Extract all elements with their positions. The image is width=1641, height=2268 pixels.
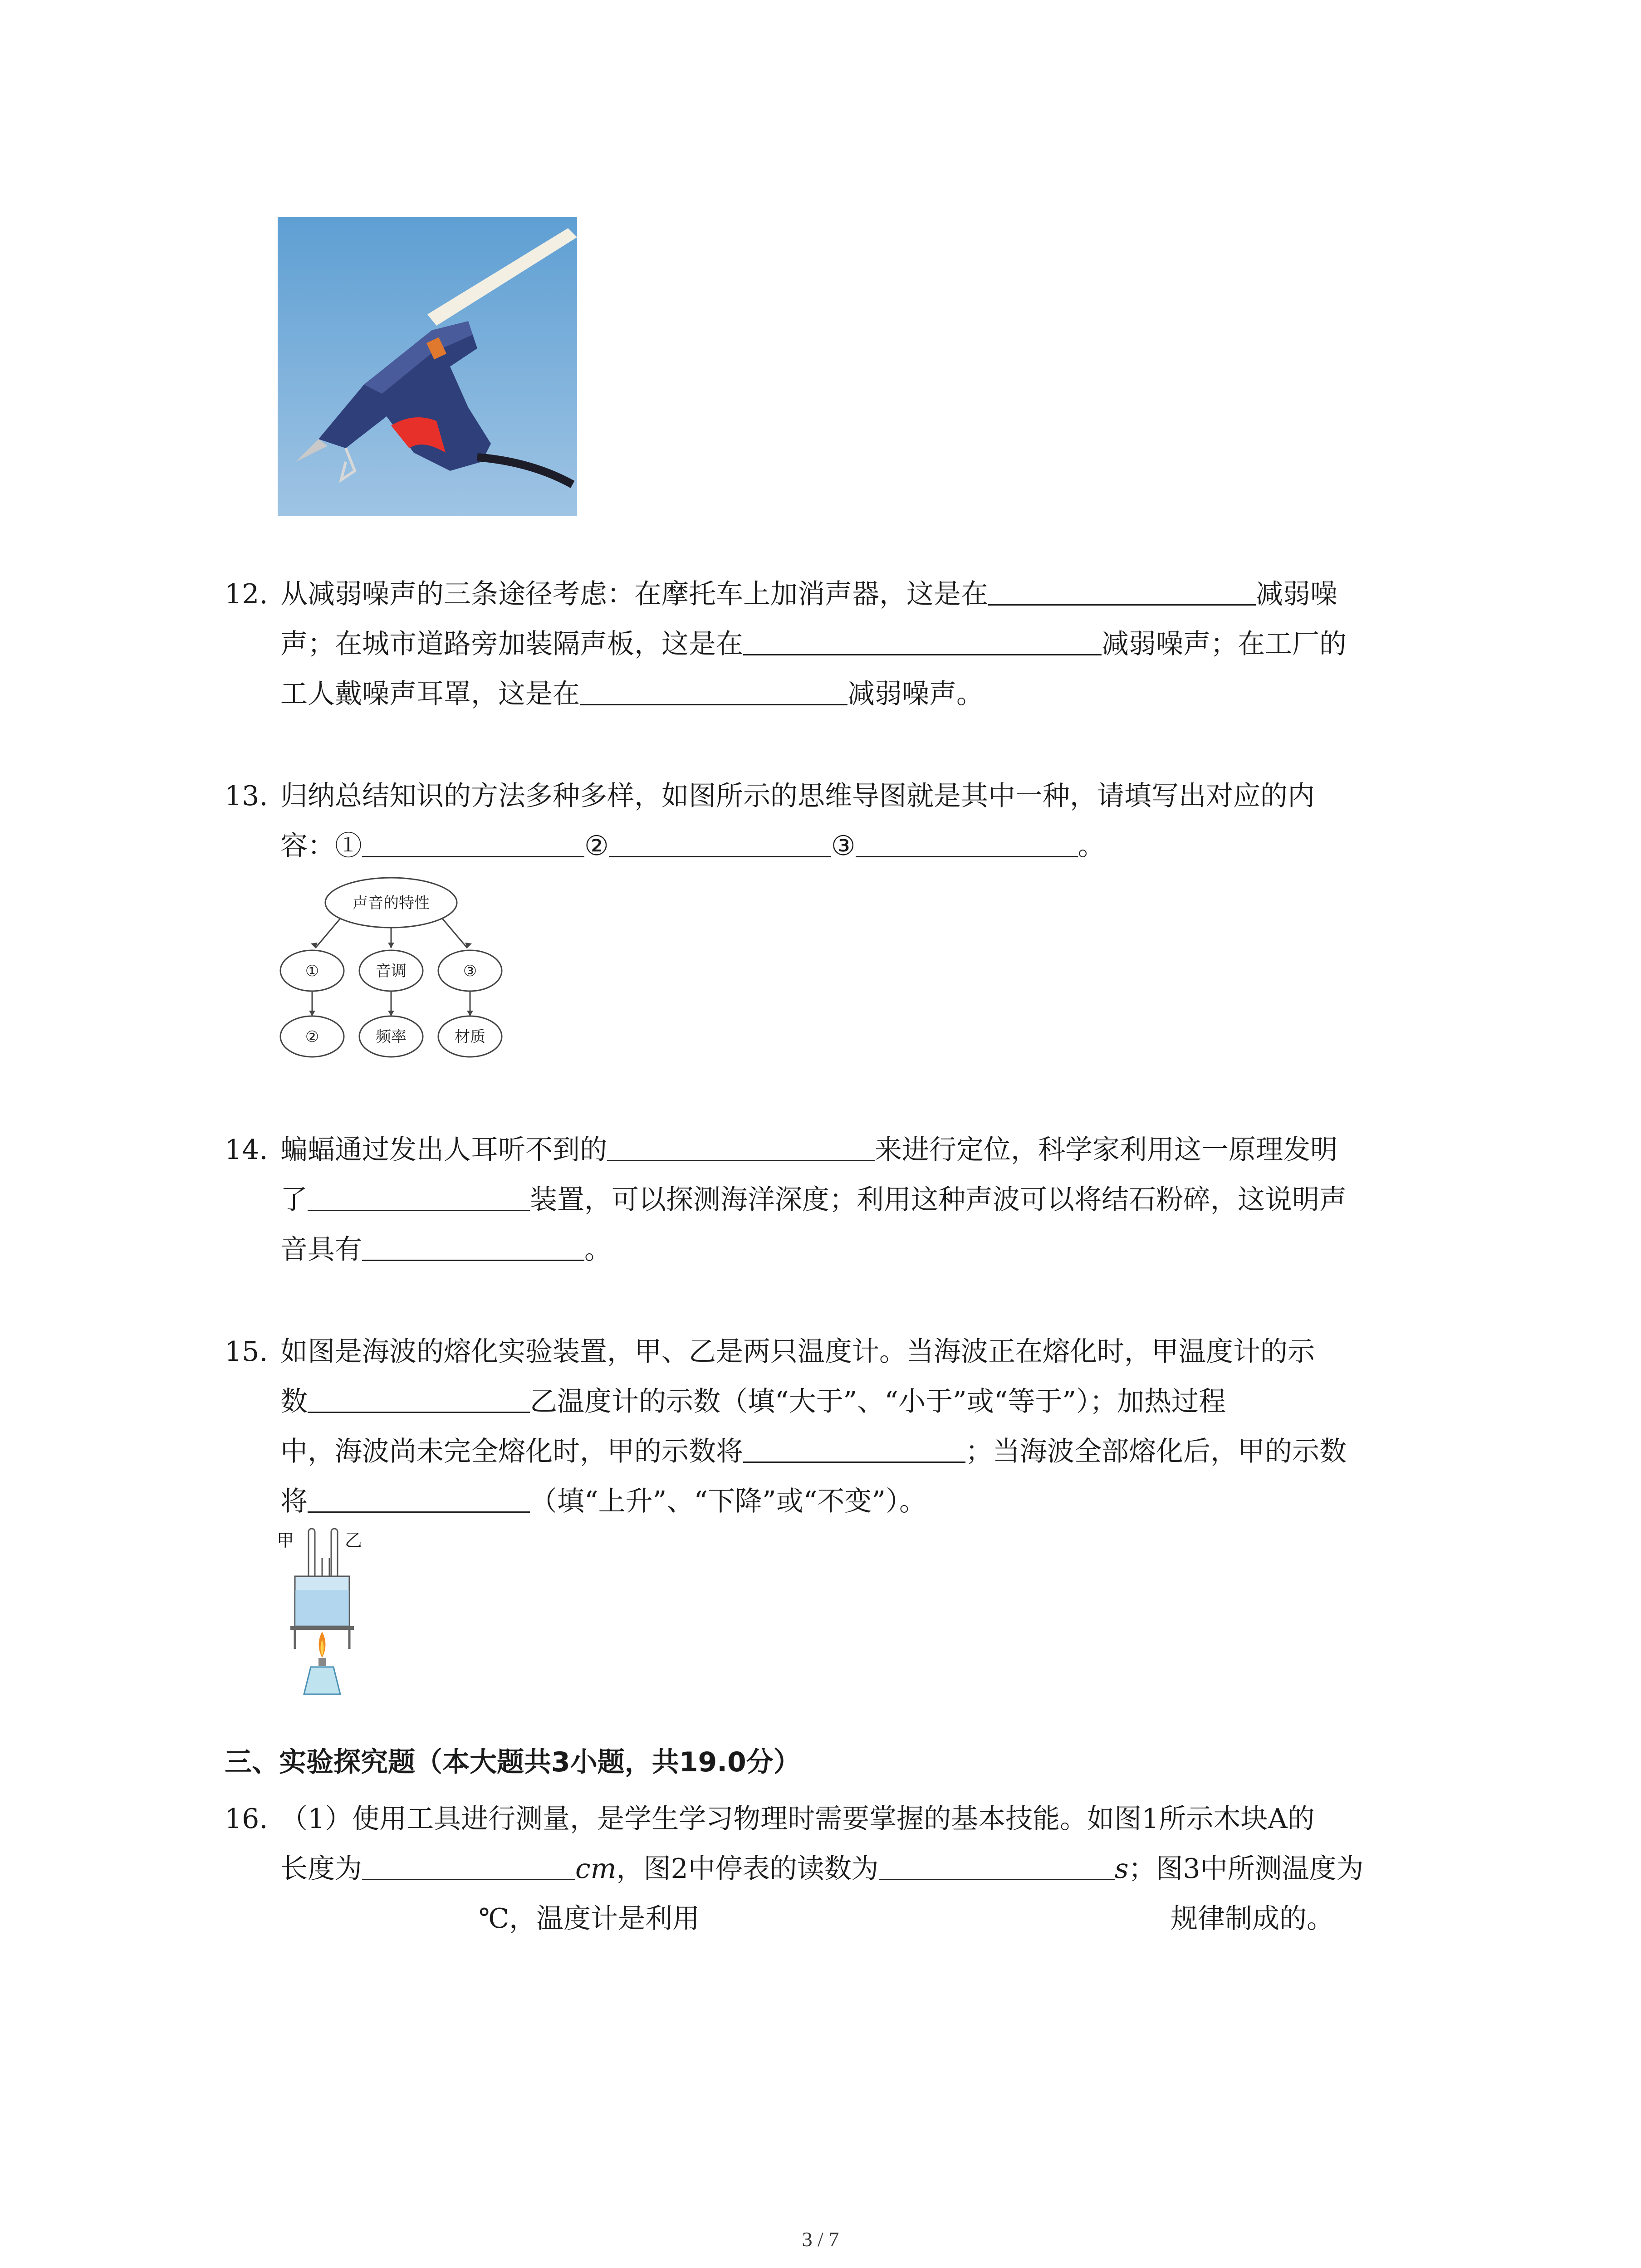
- q12-text-2b: 减弱噪声；在工厂的: [1102, 628, 1347, 660]
- q14-line1: [280, 1132, 1337, 1168]
- q13-blank-2[interactable]: [609, 828, 831, 857]
- q13-line2: [280, 828, 1105, 864]
- q14-blank-1[interactable]: [607, 1132, 875, 1161]
- label-jia: 甲: [277, 1530, 294, 1550]
- q14-text-2b: 装置，可以探测海洋深度；利用这种声波可以将结石粉碎，这说明声: [530, 1184, 1347, 1216]
- q12-line3: [280, 676, 984, 712]
- mindmap-child-1: ②: [305, 1028, 319, 1046]
- q15-text-3b: ；当海波全部熔化后，甲的示数: [965, 1436, 1347, 1467]
- q16-unit-s: s: [1114, 1853, 1129, 1885]
- q12-text-3b: 减弱噪声。: [847, 678, 984, 710]
- q12-text-1a: 从减弱噪声的三条途径考虑：在摩托车上加消声器，这是在: [280, 578, 988, 610]
- q16-blank-1[interactable]: [362, 1851, 575, 1880]
- q14-blank-3[interactable]: [362, 1232, 584, 1261]
- q12-number: 12.: [225, 578, 268, 610]
- q15-text-4a: 将: [280, 1486, 308, 1517]
- q15-text-4b: （填“上升”、“下降”或“不变”）。: [530, 1486, 927, 1517]
- q12-blank-1[interactable]: [988, 576, 1256, 606]
- q13-blank-1[interactable]: [362, 828, 584, 857]
- q12-line1: [280, 576, 1337, 612]
- q14-line2: [280, 1182, 1347, 1218]
- q16-unit-cm: cm: [575, 1853, 617, 1885]
- q16-line3a: ℃，温度计是利用: [479, 1903, 700, 1935]
- q16-line1: （1）使用工具进行测量，是学生学习物理时需要掌握的基本技能。如图1所示木块A的: [280, 1803, 1315, 1835]
- q14-text-3a: 音具有: [280, 1234, 362, 1266]
- q15-blank-2[interactable]: [743, 1433, 965, 1463]
- q12-line2: [280, 626, 1347, 662]
- q15-number: 15.: [225, 1336, 268, 1368]
- q14-number: 14.: [225, 1134, 268, 1166]
- mind-map-diagram: [272, 875, 526, 1080]
- q16-line2: [280, 1851, 1364, 1887]
- q15-text-2a: 数: [280, 1386, 308, 1418]
- q16-blank-2[interactable]: [879, 1851, 1115, 1880]
- q15-text-3a: 中，海波尚未完全熔化时，甲的示数将: [280, 1436, 743, 1467]
- q14-text-1a: 蝙蝠通过发出人耳听不到的: [280, 1134, 607, 1166]
- q15-line1: 如图是海波的熔化实验装置，甲、乙是两只温度计。当海波正在熔化时，甲温度计的示: [280, 1336, 1315, 1368]
- q12-text-1b: 减弱噪: [1256, 578, 1337, 610]
- q13-line1: 归纳总结知识的方法多种多样，如图所示的思维导图就是其中一种，请填写出对应的内: [280, 780, 1315, 812]
- q13-number: 13.: [225, 780, 268, 812]
- q15-line2: [280, 1383, 1226, 1420]
- melting-apparatus-figure: [277, 1526, 377, 1699]
- label-yi: 乙: [345, 1530, 362, 1550]
- q15-blank-3[interactable]: [308, 1483, 530, 1513]
- mindmap-node-1: ①: [305, 962, 319, 980]
- q14-line3: [280, 1232, 612, 1268]
- q16-text-2c: ，图2中停表的读数为: [616, 1853, 879, 1885]
- q13-blank-3[interactable]: [856, 828, 1078, 857]
- section-3-heading: 三、实验探究题（本大题共3小题，共19.0分）: [225, 1746, 801, 1778]
- q13-text-2d: 。: [1078, 830, 1105, 862]
- q14-text-1b: 来进行定位，科学家利用这一原理发明: [875, 1134, 1337, 1166]
- q14-text-3b: 。: [584, 1234, 612, 1266]
- q14-blank-2[interactable]: [308, 1182, 530, 1211]
- q13-text-2c: ③: [831, 830, 856, 862]
- q16-line3b: 规律制成的。: [1171, 1903, 1334, 1935]
- mindmap-root: 声音的特性: [353, 894, 430, 912]
- page-number: 3 / 7: [802, 2228, 839, 2251]
- mindmap-child-3: 材质: [455, 1028, 485, 1046]
- mindmap-child-2: 频率: [376, 1028, 407, 1046]
- mindmap-node-3: ③: [463, 962, 477, 980]
- q13-text-2b: ②: [584, 830, 609, 862]
- q15-line3: [280, 1433, 1347, 1470]
- glue-gun-photo: [278, 217, 577, 516]
- q15-line4: [280, 1483, 926, 1520]
- q12-text-2a: 声；在城市道路旁加装隔声板，这是在: [280, 628, 743, 660]
- mindmap-node-2: 音调: [376, 962, 407, 980]
- q12-blank-2[interactable]: [743, 626, 1102, 655]
- q12-blank-3[interactable]: [580, 676, 847, 705]
- q12-text-3a: 工人戴噪声耳罩，这是在: [280, 678, 580, 710]
- q16-number: 16.: [225, 1803, 268, 1835]
- q16-text-2e: ；图3中所测温度为: [1128, 1853, 1364, 1885]
- q15-blank-1[interactable]: [308, 1383, 530, 1413]
- q14-text-2a: 了: [280, 1184, 308, 1216]
- q13-text-2a: 容：①: [280, 830, 362, 862]
- q16-text-2a: 长度为: [280, 1853, 362, 1885]
- q15-text-2b: 乙温度计的示数（填“大于”、“小于”或“等于”）；加热过程: [530, 1386, 1226, 1418]
